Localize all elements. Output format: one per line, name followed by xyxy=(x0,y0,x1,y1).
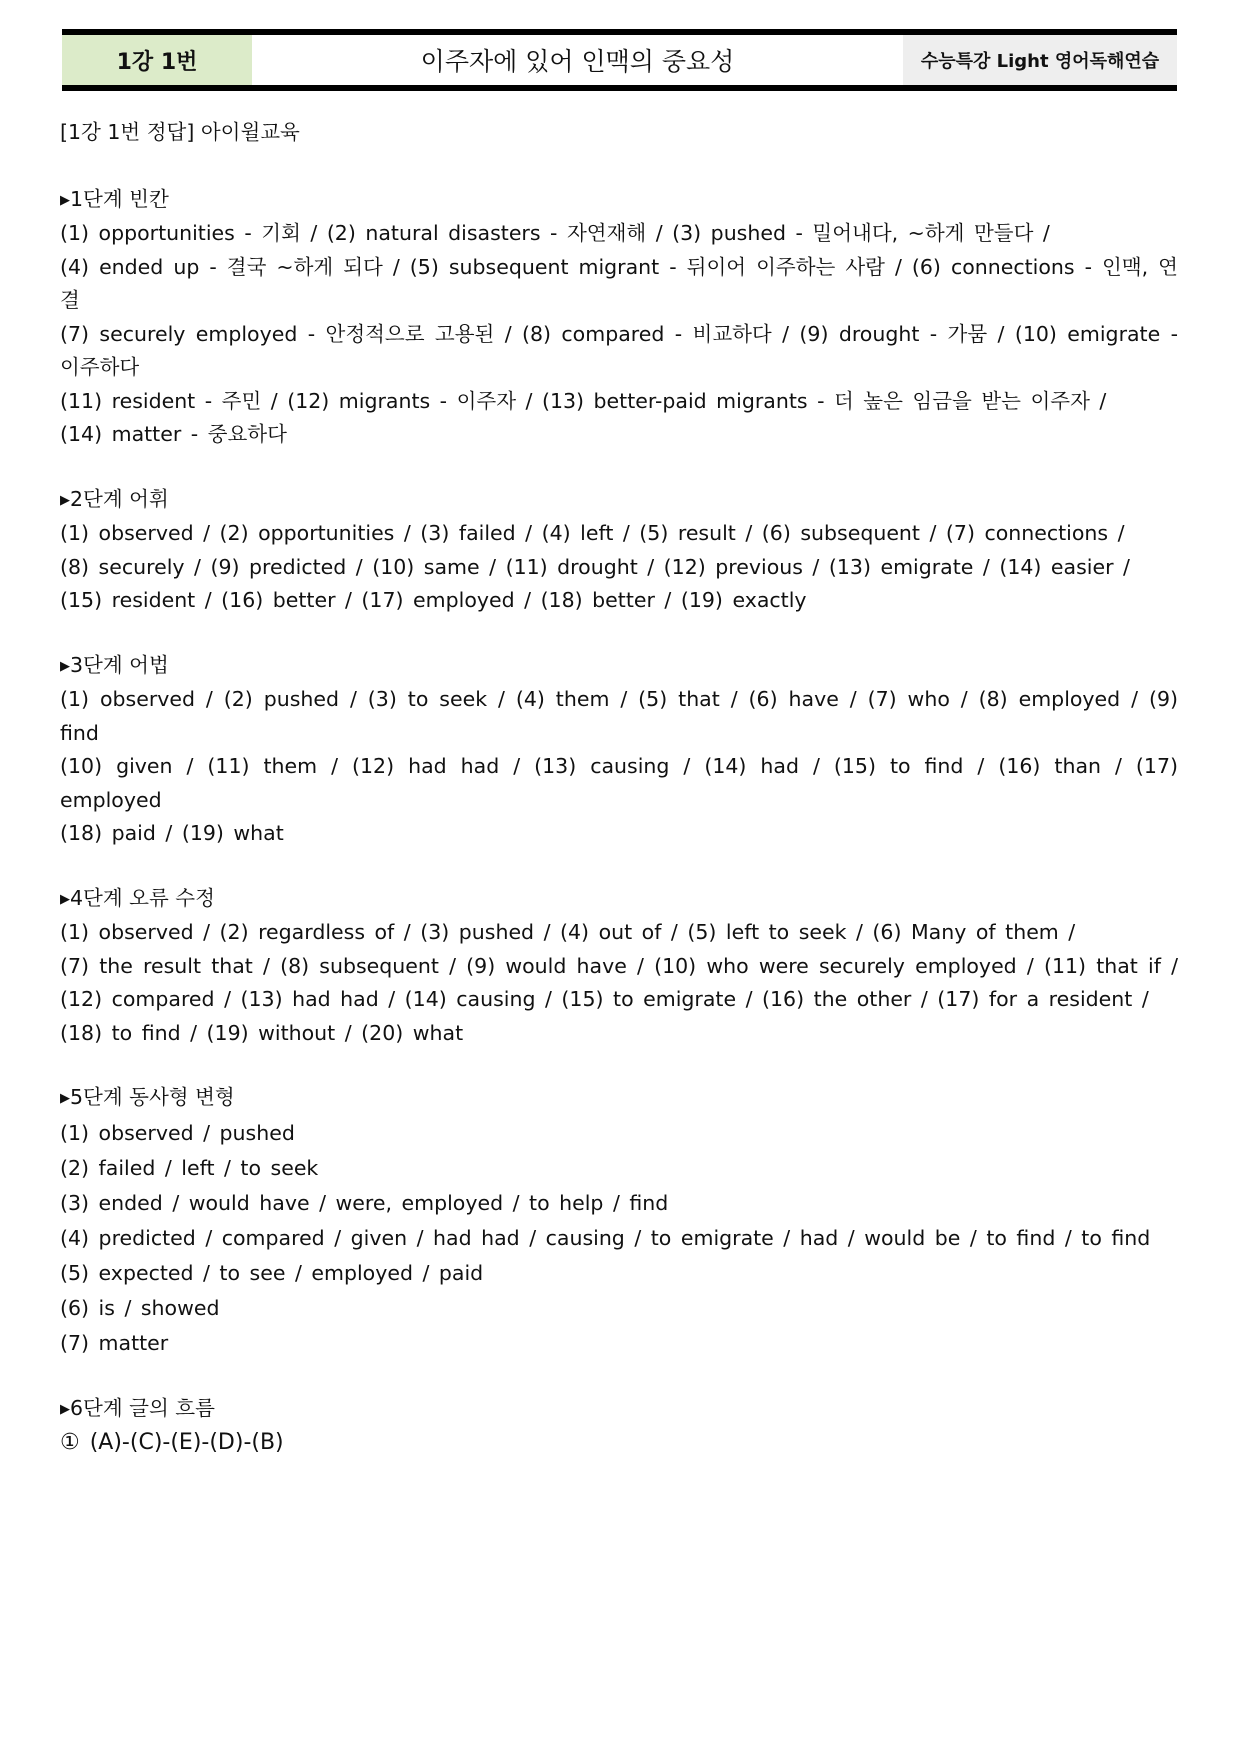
section-heading xyxy=(60,882,1178,917)
answer-line: (1) observed / pushed xyxy=(60,1120,295,1145)
section-6-text-flow xyxy=(60,1392,1178,1460)
triangle-marker-icon: ▶ xyxy=(60,492,70,508)
section-heading-text: 1단계 빈칸 xyxy=(70,186,169,211)
answer-line: (14) matter - 중요하다 xyxy=(60,422,287,446)
answer-line: (12) compared / (13) had had / (14) causing / (15) to emigrate / (16) the other / (17) for a resident / xyxy=(60,987,1149,1011)
triangle-marker-icon: ▶ xyxy=(60,192,70,208)
page-title: 이주자에 있어 인맥의 중요성 xyxy=(420,47,735,76)
answer-line: (10) given / (11) them / (12) had had / (13) causing / (14) had / (15) to find / (16) than / (17) employed xyxy=(60,754,1178,812)
section-heading-text: 2단계 어휘 xyxy=(70,486,169,511)
answer-content xyxy=(60,116,1178,1491)
section-heading xyxy=(60,183,1178,218)
section-heading xyxy=(60,483,1178,518)
answer-line: (4) ended up - 결국 ~하게 되다 / (5) subsequent migrant - 뒤이어 이주하는 사람 / (6) connections - 인맥, 연결 xyxy=(60,254,1178,312)
section-heading-text: 3단계 어법 xyxy=(70,652,169,677)
section-heading-text: 6단계 글의 흐름 xyxy=(70,1395,215,1420)
answer-line: (18) to find / (19) without / (20) what xyxy=(60,1020,464,1045)
answer-line: ① (A)-(C)-(E)-(D)-(B) xyxy=(60,1430,284,1455)
answer-line: (5) expected / to see / employed / paid xyxy=(60,1260,484,1285)
section-heading xyxy=(60,1392,1178,1427)
answer-line: (1) observed / (2) opportunities / (3) failed / (4) left / (5) result / (6) subsequent / (7) connections / xyxy=(60,521,1125,545)
section-heading xyxy=(60,1081,1178,1116)
lesson-label: 1강 1번 xyxy=(62,35,252,85)
answer-line: (1) observed / (2) regardless of / (3) pushed / (4) out of / (5) left to seek / (6) Many of them / xyxy=(60,920,1076,944)
answer-line: (6) is / showed xyxy=(60,1295,220,1320)
page-header xyxy=(62,29,1177,91)
section-4-error-correction xyxy=(60,882,1178,1051)
triangle-marker-icon: ▶ xyxy=(60,891,70,907)
section-3-grammar xyxy=(60,649,1178,851)
answer-line: (2) failed / left / to seek xyxy=(60,1155,319,1180)
triangle-marker-icon: ▶ xyxy=(60,1091,70,1106)
triangle-marker-icon: ▶ xyxy=(60,1401,70,1417)
section-5-verb-forms xyxy=(60,1081,1178,1361)
answer-line: (4) predicted / compared / given / had had / causing / to emigrate / had / would be / to find / to find xyxy=(60,1225,1151,1250)
book-label: 수능특강 Light 영어독해연습 xyxy=(903,35,1177,85)
triangle-marker-icon: ▶ xyxy=(60,658,70,674)
answer-line: (7) the result that / (8) subsequent / (9) would have / (10) who were securely employed / (11) that if / xyxy=(60,953,1178,978)
answer-title: [1강 1번 정답] 아이윌교육 xyxy=(60,120,300,144)
section-heading-text: 5단계 동사형 변형 xyxy=(70,1085,235,1109)
answer-line: (15) resident / (16) better / (17) employed / (18) better / (19) exactly xyxy=(60,588,807,612)
answer-line: (7) securely employed - 안정적으로 고용된 / (8) compared - 비교하다 / (9) drought - 가뭄 / (10) emigrate - 이주하다 xyxy=(60,321,1178,379)
section-heading xyxy=(60,649,1178,684)
answer-line: (18) paid / (19) what xyxy=(60,821,284,845)
section-1-blanks xyxy=(60,183,1178,452)
answer-line: (8) securely / (9) predicted / (10) same / (11) drought / (12) previous / (13) emigrate / (14) easier / xyxy=(60,554,1130,579)
answer-line: (7) matter xyxy=(60,1330,169,1355)
answer-line: (1) observed / (2) pushed / (3) to seek / (4) them / (5) that / (6) have / (7) who / (8) employed / (9) find xyxy=(60,687,1178,745)
section-2-vocabulary xyxy=(60,483,1178,618)
answer-line: (3) ended / would have / were, employed / to help / find xyxy=(60,1190,669,1215)
answer-line: (11) resident - 주민 / (12) migrants - 이주자 / (13) better-paid migrants - 더 높은 임금을 받는 이주자 / xyxy=(60,388,1107,413)
section-heading-text: 4단계 오류 수정 xyxy=(70,885,215,910)
answer-line: (1) opportunities - 기회 / (2) natural disasters - 자연재해 / (3) pushed - 밀어내다, ~하게 만들다 / xyxy=(60,221,1050,245)
